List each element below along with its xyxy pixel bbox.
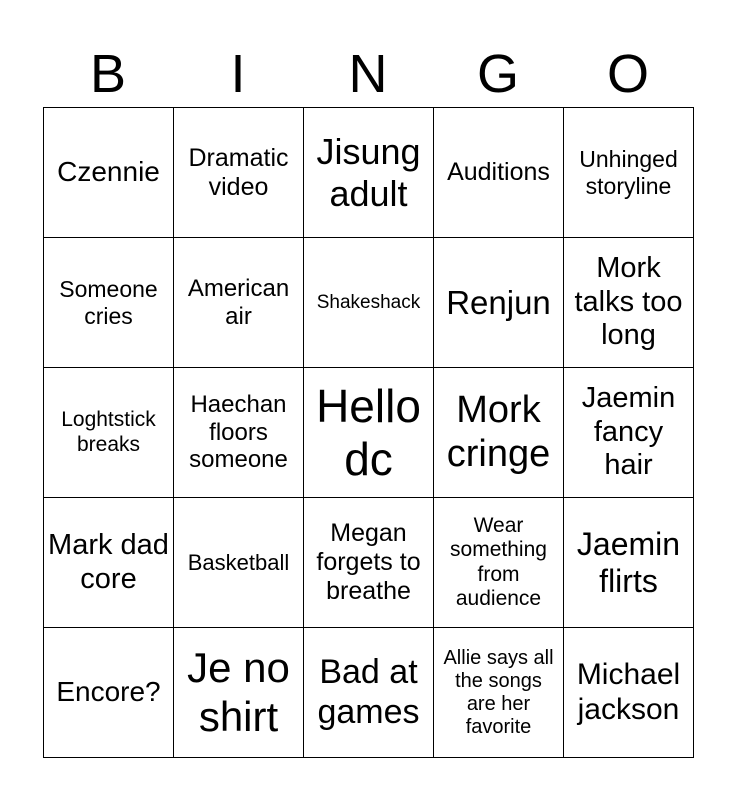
bingo-cell[interactable] bbox=[564, 108, 694, 238]
bingo-cell-text: American air bbox=[187, 274, 290, 330]
bingo-cell[interactable] bbox=[44, 628, 174, 758]
bingo-cell-text: Czennie bbox=[57, 156, 160, 188]
bingo-cell[interactable] bbox=[564, 498, 694, 628]
bingo-cell[interactable] bbox=[44, 368, 174, 498]
bingo-cell[interactable] bbox=[304, 238, 434, 368]
bingo-cell[interactable] bbox=[564, 368, 694, 498]
header-letter-n: N bbox=[348, 44, 388, 104]
bingo-cell-text: Je no shirt bbox=[187, 644, 290, 740]
bingo-cell-text: Auditions bbox=[447, 158, 550, 187]
bingo-cell[interactable] bbox=[44, 498, 174, 628]
bingo-cell-text: Mark dad core bbox=[48, 529, 169, 595]
bingo-cell-text: Renjun bbox=[446, 283, 551, 321]
bingo-cell-text: Hello dc bbox=[316, 379, 421, 485]
bingo-cell[interactable] bbox=[434, 238, 564, 368]
bingo-cell-text: Megan forgets to breathe bbox=[316, 519, 421, 605]
bingo-cell[interactable] bbox=[434, 498, 564, 628]
bingo-cell-text: Basketball bbox=[187, 549, 290, 575]
bingo-cell-text: Dramatic video bbox=[188, 143, 289, 201]
bingo-cell-text: Jaemin fancy hair bbox=[581, 382, 676, 482]
header-letter-i: I bbox=[230, 44, 246, 104]
bingo-cell[interactable] bbox=[434, 368, 564, 498]
bingo-cell-text: Jisung adult bbox=[316, 131, 421, 214]
bingo-header bbox=[43, 40, 693, 108]
bingo-cell-text: Michael jackson bbox=[576, 658, 681, 726]
bingo-cell-text: Someone cries bbox=[59, 276, 158, 329]
bingo-cell[interactable] bbox=[44, 108, 174, 238]
bingo-card-grid bbox=[43, 107, 694, 758]
bingo-cell[interactable] bbox=[174, 498, 304, 628]
bingo-cell-text: Haechan floors someone bbox=[189, 391, 288, 474]
bingo-cell[interactable] bbox=[174, 628, 304, 758]
bingo-cell-text: Bad at games bbox=[317, 653, 420, 731]
bingo-cell[interactable] bbox=[44, 238, 174, 368]
bingo-cell-text: Mork cringe bbox=[446, 388, 551, 475]
bingo-cell-text: Unhinged storyline bbox=[579, 146, 678, 199]
bingo-cell-text: Jaemin flirts bbox=[576, 525, 681, 599]
bingo-cell-text: Encore? bbox=[56, 676, 161, 708]
bingo-cell[interactable] bbox=[564, 238, 694, 368]
header-letter-o: O bbox=[606, 44, 649, 104]
header-letter-g: G bbox=[476, 44, 519, 104]
bingo-cell[interactable] bbox=[304, 108, 434, 238]
bingo-cell-text: Loghtstick breaks bbox=[61, 408, 156, 456]
bingo-cell[interactable] bbox=[304, 628, 434, 758]
header-letter-b: B bbox=[89, 44, 127, 104]
bingo-cell-text: Wear something from audience bbox=[450, 514, 547, 610]
bingo-cell[interactable] bbox=[434, 628, 564, 758]
bingo-cell-text: Shakeshack bbox=[316, 291, 421, 313]
bingo-cell[interactable] bbox=[174, 108, 304, 238]
bingo-cell[interactable] bbox=[434, 108, 564, 238]
bingo-cell[interactable] bbox=[304, 368, 434, 498]
bingo-cell[interactable] bbox=[174, 368, 304, 498]
bingo-cell[interactable] bbox=[304, 498, 434, 628]
bingo-cell[interactable] bbox=[174, 238, 304, 368]
bingo-cell[interactable] bbox=[564, 628, 694, 758]
bingo-cell-text: Mork talks too long bbox=[574, 252, 683, 352]
bingo-cell-text: Allie says all the songs are her favorite bbox=[443, 646, 554, 738]
